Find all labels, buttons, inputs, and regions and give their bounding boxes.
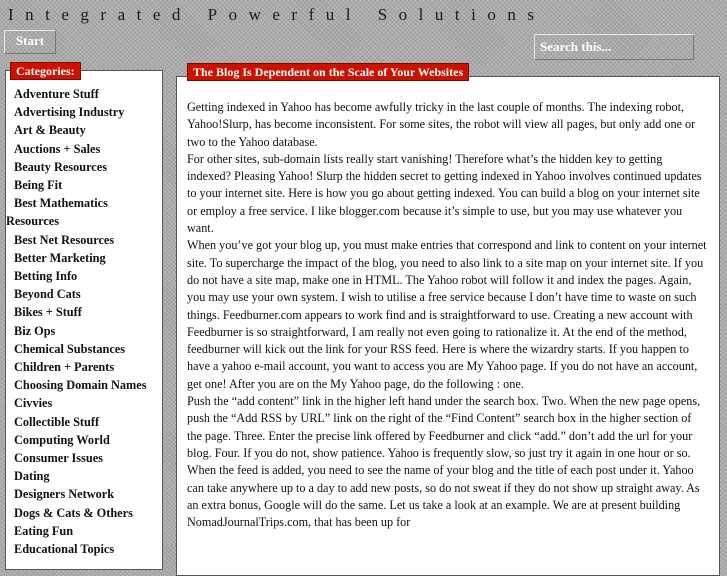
categories-heading: Categories: (10, 62, 81, 80)
article-paragraph: When you’ve got your blog up, you must make entries that correspond and link to content on your internet site. To supercharge the impact of the blog, you need to also link to a site map on your internet site. If you do not have a site map, make one in HTML. The Yahoo robot will follow it and index the pages. Again, you may use your own system. I wish to utilise a free service because I don’t have time to waste on such things. Feedburner.com appears to work find and is straightforward to use. Creating a new account with Feedburner is so straightforward, I am really not even going to rationalize it. At the end of the method, feedburner will kick out the link for your RSS feed. Here is where the wizardry starts. If you happen to have a yahoo e-mail account, you want to access you are My Yahoo page. If you do not have an account, get one! After you are on the My Yahoo page, do the following : one. (187, 238, 707, 391)
category-link[interactable]: Educational Topics (14, 542, 115, 557)
category-link[interactable]: Beyond Cats (14, 287, 81, 302)
category-link[interactable]: Auctions + Sales (14, 141, 101, 156)
article-body (187, 99, 707, 531)
category-link[interactable]: Designers Network (14, 487, 115, 502)
category-link[interactable]: Being Fit (14, 178, 63, 193)
category-link[interactable]: Eating Fun (14, 523, 74, 538)
article-paragraph: Push the “add content” link in the higher left hand under the search box. Two. When the new page opens, push the “Add RSS by URL” link on the right of the “Find Content” search box in the higher section of the page. Three. Enter the precise link offered by Feedburner and click “add.” don’t add the url for your blog. Four. If you do not, show patience. Yahoo is frequently slow, so just try it again in one hour or so. When the feed is added, you need to see the name of your blog and the title of each post under it. Yahoo can take anywhere up to a day to add new posts, so do not sweat if they do not show up straight away. As an extra bonus, Google will do the same. Let us take a look at an example. We are at present building NomadJournalTrips.com, that has been up for (187, 394, 701, 530)
site-title: Integrated Powerful Solutions (8, 5, 546, 24)
article-paragraph: Getting indexed in Yahoo has become awfully tricky in the last couple of months. The indexing robot, Yahoo!Slurp, has become inconsistent. For some sites, the robot will view all pages, but only add one or two to the Yahoo database. (187, 100, 696, 149)
category-link[interactable]: Biz Ops (14, 323, 56, 338)
category-link[interactable]: Children + Parents (14, 360, 115, 375)
article-panel (176, 76, 720, 576)
category-link[interactable]: Advertising Industry (14, 105, 125, 120)
category-link[interactable]: Computing World (14, 432, 110, 447)
search-input[interactable] (534, 34, 694, 60)
article-title: The Blog Is Dependent on the Scale of Your Websites (187, 63, 469, 81)
article-paragraph: For other sites, sub-domain lists really start vanishing! Therefore what’s the hidden key to getting indexed? Pleasing Yahoo! Slurp the hidden secret to getting indexed in Yahoo involves continued updates to your internet site. Here is how you go about getting indexed. You can build a blog on your internet site or employ a free service. I like blogger.com because it’s simple to use, but you may use whatever you want. (187, 151, 702, 236)
category-link[interactable]: Beauty Resources (14, 159, 108, 174)
category-list (6, 85, 162, 558)
category-link[interactable]: Best Mathematics Resources (6, 196, 108, 229)
categories-panel (5, 70, 163, 570)
category-link[interactable]: Dogs & Cats & Others (14, 505, 133, 520)
category-link[interactable]: Better Marketing (14, 250, 106, 265)
category-link[interactable]: Best Net Resources (14, 232, 115, 247)
category-link[interactable]: Adventure Stuff (14, 87, 99, 101)
category-link[interactable]: Chemical Substances (14, 341, 126, 356)
category-link[interactable]: Art & Beauty (14, 123, 86, 138)
category-link[interactable]: Bikes + Stuff (14, 305, 82, 320)
category-link[interactable]: Civvies (14, 396, 53, 411)
category-link[interactable]: Collectible Stuff (14, 414, 100, 429)
start-button[interactable]: Start (4, 30, 56, 54)
category-link[interactable]: Betting Info (14, 269, 78, 284)
category-link[interactable]: Dating (14, 469, 50, 484)
category-link[interactable]: Choosing Domain Names (14, 378, 147, 393)
category-link[interactable]: Consumer Issues (14, 451, 103, 466)
